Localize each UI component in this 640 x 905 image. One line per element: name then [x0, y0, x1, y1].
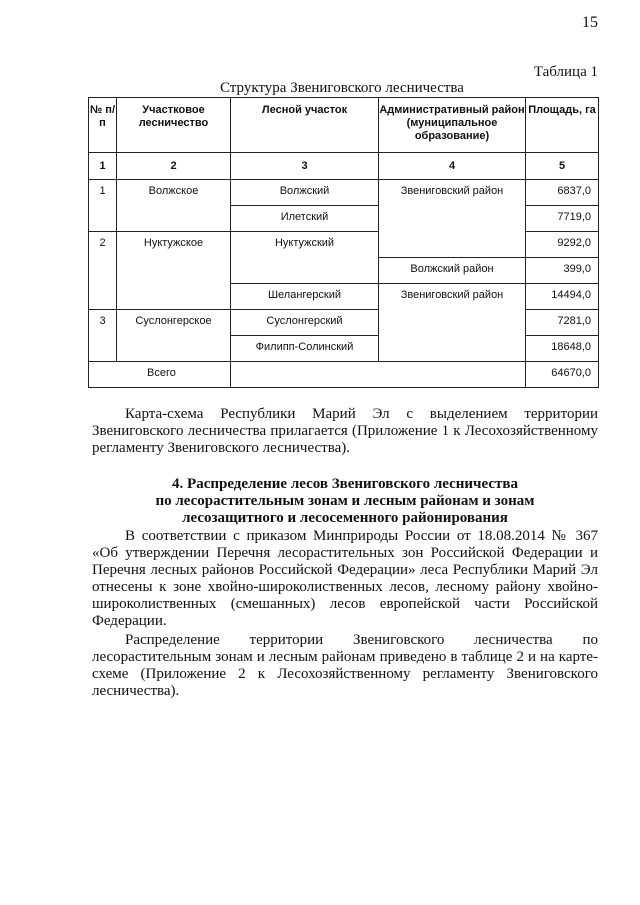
table-row	[89, 180, 599, 206]
rayon-cell: Волжский район	[379, 258, 526, 284]
table-header-row	[89, 98, 599, 153]
area-cell: 399,0	[526, 258, 599, 284]
uchastok-cell: Нуктужский	[231, 232, 379, 284]
section-heading	[92, 476, 598, 527]
column-number: 1	[89, 153, 117, 180]
column-number: 3	[231, 153, 379, 180]
section-heading-line: лесозащитного и лесосеменного районирования	[182, 510, 508, 526]
total-empty-cell	[231, 362, 526, 388]
area-cell: 9292,0	[526, 232, 599, 258]
structure-table	[88, 97, 599, 388]
total-label-cell: Всего	[89, 362, 231, 388]
lesnichestvo-cell: Суслонгерское	[117, 310, 231, 362]
header-cell: Площадь, га	[526, 98, 599, 153]
rayon-cell: Звениговский район	[379, 180, 526, 258]
total-area-cell: 64670,0	[526, 362, 599, 388]
uchastok-cell: Филипп-Солинский	[231, 336, 379, 362]
rayon-cell: Звениговский район	[379, 284, 526, 362]
header-cell: Лесной участок	[231, 98, 379, 153]
order-paragraph: В соответствии с приказом Минприроды России от 18.08.2014 № 367 «Об утверждении Перечня лесорастительных зон Российской Федерации и Перечня лесных районов Российской Федерации» леса Республики Марий Эл отнесены к зоне хвойно-широколиственных лесов, лесному району хвойно-широколиственных (смешанных) лесов европейской части Российской Федерации.	[92, 528, 598, 629]
distribution-paragraph: Распределение территории Звениговского лесничества по лесорастительным зонам и лесным районам приведено в таблице 2 и на карте-схеме (Приложение 2 к Лесохозяйственному регламенту Звениговского лесничества).	[92, 632, 598, 699]
uchastok-cell: Шелангерский	[231, 284, 379, 310]
map-paragraph: Карта-схема Республики Марий Эл с выделением территории Звениговского лесничества прилагается (Приложение 1 к Лесохозяйственному регламенту Звениговского лесничества).	[92, 406, 598, 456]
page-number: 15	[582, 14, 598, 31]
table-total-row	[89, 362, 599, 388]
row-number-cell: 1	[89, 180, 117, 232]
uchastok-cell: Илетский	[231, 206, 379, 232]
uchastok-cell: Суслонгерский	[231, 310, 379, 336]
table-label: Таблица 1	[533, 64, 598, 80]
area-cell: 7281,0	[526, 310, 599, 336]
column-number: 2	[117, 153, 231, 180]
column-number: 4	[379, 153, 526, 180]
header-cell: Административный район (муниципальное образование)	[379, 98, 526, 153]
area-cell: 14494,0	[526, 284, 599, 310]
column-number-row	[89, 153, 599, 180]
section-heading-line: по лесорастительным зонам и лесным районам и зонам	[155, 493, 535, 509]
area-cell: 6837,0	[526, 180, 599, 206]
column-number: 5	[526, 153, 599, 180]
table-caption: Структура Звениговского лесничества	[220, 80, 464, 96]
header-cell: № п/п	[89, 98, 117, 153]
header-cell: Участковое лесничество	[117, 98, 231, 153]
section-heading-line: 4. Распределение лесов Звениговского лесничества	[172, 476, 518, 492]
area-cell: 18648,0	[526, 336, 599, 362]
row-number-cell: 3	[89, 310, 117, 362]
lesnichestvo-cell: Нуктужское	[117, 232, 231, 310]
area-cell: 7719,0	[526, 206, 599, 232]
row-number-cell: 2	[89, 232, 117, 310]
lesnichestvo-cell: Волжское	[117, 180, 231, 232]
uchastok-cell: Волжский	[231, 180, 379, 206]
